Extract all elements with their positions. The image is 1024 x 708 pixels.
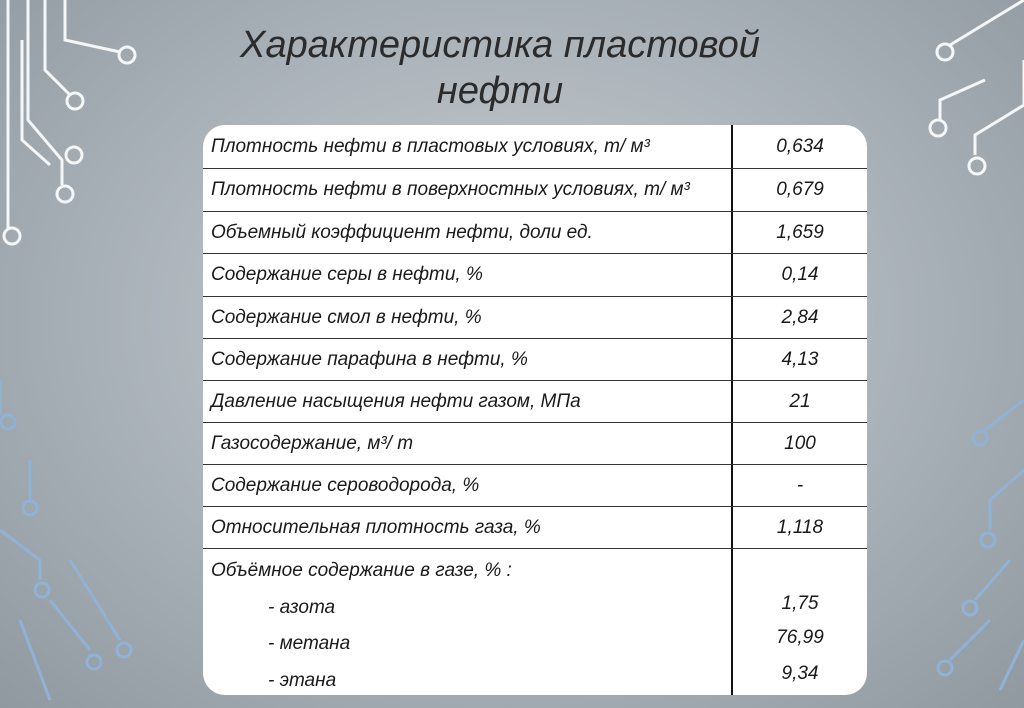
gas-component-value: 1,75	[781, 593, 819, 614]
row-value: 1,659	[776, 222, 824, 243]
row-value: 4,13	[781, 349, 819, 370]
title-line-1: Характеристика пластовой	[240, 24, 760, 66]
properties-table	[203, 125, 867, 695]
row-label: Давление насыщения нефти газом, МПа	[211, 391, 581, 412]
row-label: Содержание серы в нефти, %	[211, 264, 483, 285]
row-label: Газосодержание, м³/ т	[211, 433, 414, 454]
row-label: Плотность нефти в пластовых условиях, т/ м³	[211, 136, 650, 157]
table-row	[203, 128, 867, 169]
table-row	[203, 507, 867, 549]
title-line-2: нефти	[436, 70, 564, 112]
table-row	[203, 212, 867, 254]
table-row	[203, 169, 867, 212]
row-label: Содержание сероводорода, %	[211, 475, 480, 496]
row-value: 0,634	[776, 136, 824, 157]
row-label: Объемный коэффициент нефти, доли ед.	[211, 222, 593, 243]
gas-component-label: - азота	[268, 597, 336, 618]
table-row	[203, 423, 867, 465]
row-value: 1,118	[776, 517, 824, 538]
row-label: Плотность нефти в поверхностных условиях, т/ м³	[211, 179, 690, 200]
table-row	[203, 297, 867, 339]
row-value: 0,679	[776, 179, 824, 200]
gas-component-value: 76,99	[776, 627, 824, 648]
row-value: 21	[789, 391, 811, 412]
row-value: 2,84	[781, 307, 819, 328]
row-value: -	[796, 475, 804, 496]
row-label: Содержание смол в нефти, %	[211, 307, 482, 328]
table-row	[203, 254, 867, 297]
gas-component-label: - метана	[268, 633, 351, 654]
table-row	[203, 339, 867, 381]
row-value: 0,14	[781, 264, 819, 285]
page-title	[200, 22, 800, 114]
row-value: 100	[784, 433, 816, 454]
table-row	[203, 465, 867, 507]
row-label: Относительная плотность газа, %	[211, 517, 541, 538]
gas-component-label: - этана	[268, 670, 337, 691]
gas-component-value: 9,34	[781, 663, 819, 684]
row-label: Содержание парафина в нефти, %	[211, 349, 528, 370]
table-row	[203, 381, 867, 423]
gas-composition-header: Объёмное содержание в газе, % :	[211, 560, 512, 581]
